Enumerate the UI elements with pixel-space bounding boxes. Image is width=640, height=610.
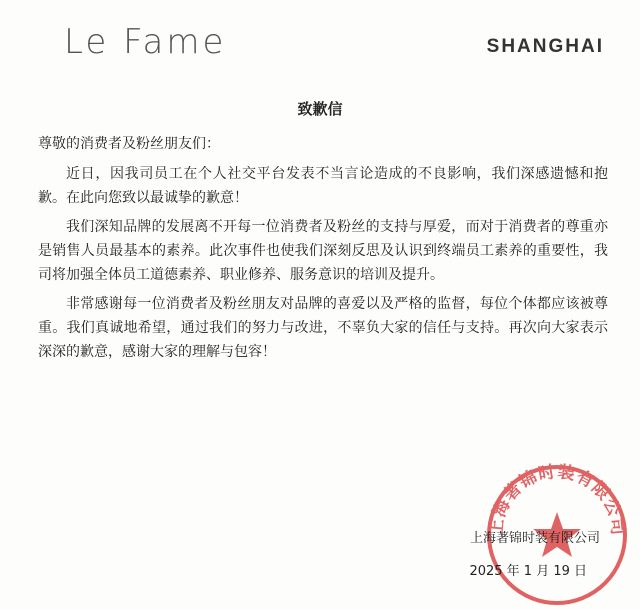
letter-title: 致歉信	[297, 100, 343, 118]
brand-city: SHANGHAI	[486, 36, 604, 57]
letter-date: 2025 年 1 月 19 日	[469, 564, 587, 579]
svg-text:上海著锦时装有限公司: 上海著锦时装有限公司	[486, 462, 628, 537]
letter-body	[38, 132, 608, 369]
letter-paragraph-3: 非常感谢每一位消费者及粉丝朋友对品牌的喜爱以及严格的监督，每位个体都应该被尊重。我们真诚地希望，通过我们的努力与改进，不辜负大家的信任与支持。再次向大家表示深深的歉意，感谢大家的理解与包容！	[38, 296, 608, 360]
letter-paragraph-2: 我们深知品牌的发展离不开每一位消费者及粉丝的支持与厚爱，而对于消费者的尊重亦是销售人员最基本的素养。此次事件也使我们深刻反思及认识到终端员工素养的重要性，我司将加强全体员工道德素养、职业修养、服务意识的培训及提升。	[38, 219, 608, 283]
letter-greeting: 尊敬的消费者及粉丝朋友们：	[38, 136, 220, 152]
letter-paragraph-1: 近日，因我司员工在个人社交平台发表不当言论造成的不良影响，我们深感遗憾和抱歉。在此向您致以最诚挚的歉意！	[38, 166, 608, 206]
letter-signature: 上海著锦时装有限公司	[469, 531, 600, 546]
brand-logo: Le Fame	[64, 22, 227, 62]
